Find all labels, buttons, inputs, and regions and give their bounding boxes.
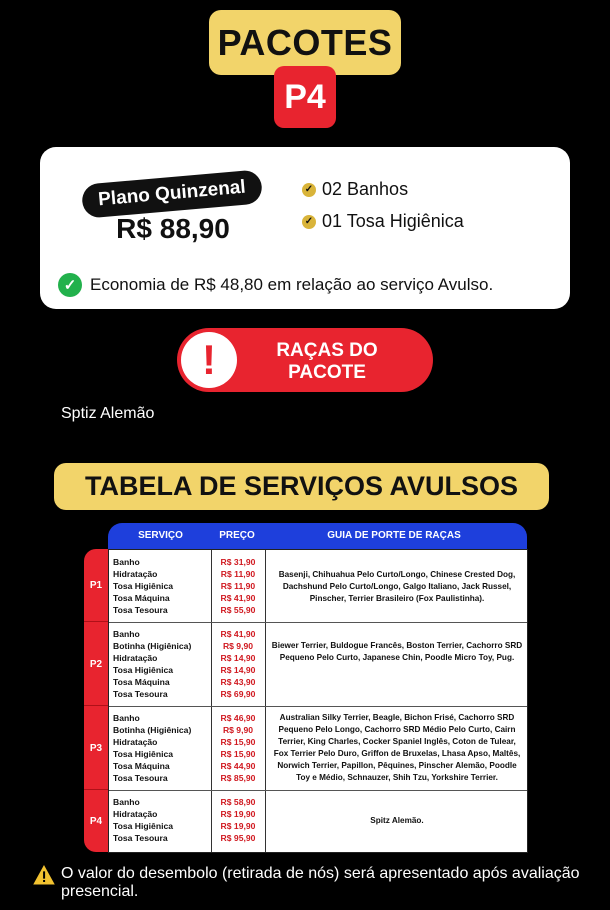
breed-guide-cell: Basenji, Chihuahua Pelo Curto/Longo, Chinese Crested Dog, Dachshund Pelo Curto/Longo, Galgo Italiano, Jack Russel, Pinscher, Terrier Brasileiro (Fox Paulistinha).	[278, 570, 516, 603]
price-cell: R$ 85,90	[220, 773, 256, 783]
price-cell: R$ 11,90	[220, 581, 256, 591]
page-title: PACOTES	[209, 10, 401, 75]
size-label: P1	[84, 549, 108, 621]
table-row	[109, 622, 527, 707]
disclaimer-text: O valor do desembolo (retirada de nós) será apresentado após avaliação presencial.	[61, 865, 580, 900]
size-label: P2	[84, 621, 108, 706]
service-list	[113, 712, 191, 784]
price-cell: R$ 58,90	[220, 797, 256, 807]
breeds-banner	[177, 328, 433, 392]
price-cell: R$ 11,90	[220, 569, 256, 579]
service-cell: Tosa Higiênica	[113, 821, 174, 831]
price-cell: R$ 46,90	[220, 713, 256, 723]
service-list	[113, 556, 173, 616]
service-cell: Tosa Máquina	[113, 761, 170, 771]
size-label: P4	[84, 789, 108, 852]
price-cell: R$ 43,90	[220, 677, 256, 687]
price-cell: R$ 15,90	[220, 749, 256, 759]
service-cell: Tosa Máquina	[113, 593, 170, 603]
breeds-title-line: RAÇAS DO	[276, 340, 378, 361]
price-cell: R$ 44,90	[220, 761, 256, 771]
check-icon: ✓	[302, 183, 316, 197]
column-header: GUIA DE PORTE DE RAÇAS	[327, 530, 461, 541]
price-list	[214, 712, 262, 784]
breeds-title-line: PACOTE	[288, 362, 366, 383]
service-cell: Tosa Tesoura	[113, 833, 168, 843]
include-item	[302, 211, 464, 232]
include-label: 01 Tosa Higiênica	[322, 211, 464, 231]
service-cell: Tosa Tesoura	[113, 605, 168, 615]
breeds-title	[247, 340, 407, 384]
table-row	[109, 550, 527, 623]
service-cell: Hidratação	[113, 653, 158, 663]
price-cell: R$ 9,90	[222, 725, 254, 735]
price-table	[84, 523, 527, 852]
service-cell: Botinha (Higiênica)	[113, 725, 192, 735]
price-list	[214, 556, 262, 616]
price-list	[214, 628, 262, 700]
plan-name: Plano Quinzenal	[81, 169, 263, 219]
price-cell: R$ 14,90	[220, 653, 256, 663]
table-row	[109, 790, 527, 852]
price-cell: R$ 15,90	[220, 737, 256, 747]
breed-guide-cell: Australian Silky Terrier, Beagle, Bichon Frisé, Cachorro SRD Pequeno Pelo Longo, Cachorro SRD Médio Pelo Curto, Cairn Terrier, King Charles, Cocker Spaniel Inglês, Coton de Tulear, Fox Terrier Pelo Duro, Griffon de Bruxelas, Lhasa Apso, Maltês, Norwich Terrier, Papillon, Pêquines, Pinscher Alemão, Poodle Toy e Médio, Schnauzer, Shih Tzu, Yorkshire Terrier.	[273, 713, 521, 782]
check-circle-icon: ✓	[58, 273, 82, 297]
service-cell: Banho	[113, 797, 140, 807]
column-header: SERVIÇO	[138, 530, 183, 541]
service-cell: Tosa Higiênica	[113, 665, 174, 675]
price-cell: R$ 19,90	[220, 821, 256, 831]
table-header	[108, 523, 527, 549]
disclaimer	[33, 865, 583, 901]
price-list	[214, 796, 262, 844]
price-cell: R$ 69,90	[220, 689, 256, 699]
breed-guide-cell: Spitz Alemão.	[370, 816, 424, 825]
service-cell: Banho	[113, 713, 140, 723]
package-badge: P4	[274, 66, 336, 128]
service-cell: Botinha (Higiênica)	[113, 641, 192, 651]
service-cell: Tosa Tesoura	[113, 689, 168, 699]
breed-list: Sptiz Alemão	[61, 405, 155, 422]
size-label: P3	[84, 705, 108, 790]
table-heading: TABELA DE SERVIÇOS AVULSOS	[54, 463, 549, 510]
table-body	[108, 549, 528, 853]
service-cell: Banho	[113, 629, 140, 639]
price-cell: R$ 55,90	[220, 605, 256, 615]
check-icon: ✓	[302, 215, 316, 229]
price-cell: R$ 9,90	[222, 641, 254, 651]
price-cell: R$ 14,90	[220, 665, 256, 675]
price-cell: R$ 95,90	[220, 833, 256, 843]
service-cell: Tosa Higiênica	[113, 581, 174, 591]
service-cell: Tosa Higiênica	[113, 749, 174, 759]
service-list	[113, 796, 173, 844]
price-cell: R$ 31,90	[220, 557, 256, 567]
service-cell: Banho	[113, 557, 140, 567]
plan-card	[40, 147, 570, 309]
breed-guide-cell: Biewer Terrier, Buldogue Francês, Boston Terrier, Cachorro SRD Pequeno Pelo Curto, Japanese Chin, Poodle Micro Toy, Pug.	[271, 641, 523, 662]
service-cell: Hidratação	[113, 737, 158, 747]
economy-note	[58, 273, 493, 297]
service-cell: Tosa Máquina	[113, 677, 170, 687]
service-cell: Tosa Tesoura	[113, 773, 168, 783]
column-header: PREÇO	[219, 530, 255, 541]
price-cell: R$ 41,90	[220, 593, 256, 603]
price-cell: R$ 41,90	[220, 629, 256, 639]
service-cell: Hidratação	[113, 809, 158, 819]
include-label: 02 Banhos	[322, 179, 409, 199]
price-cell: R$ 19,90	[220, 809, 256, 819]
warning-icon	[33, 865, 55, 885]
table-row	[109, 706, 527, 791]
service-cell: Hidratação	[113, 569, 158, 579]
plan-price: R$ 88,90	[116, 213, 230, 244]
economy-text: Economia de R$ 48,80 em relação ao serviço Avulso.	[90, 275, 494, 294]
include-item	[302, 179, 408, 200]
service-list	[113, 628, 191, 700]
exclamation-icon: !	[181, 332, 237, 388]
